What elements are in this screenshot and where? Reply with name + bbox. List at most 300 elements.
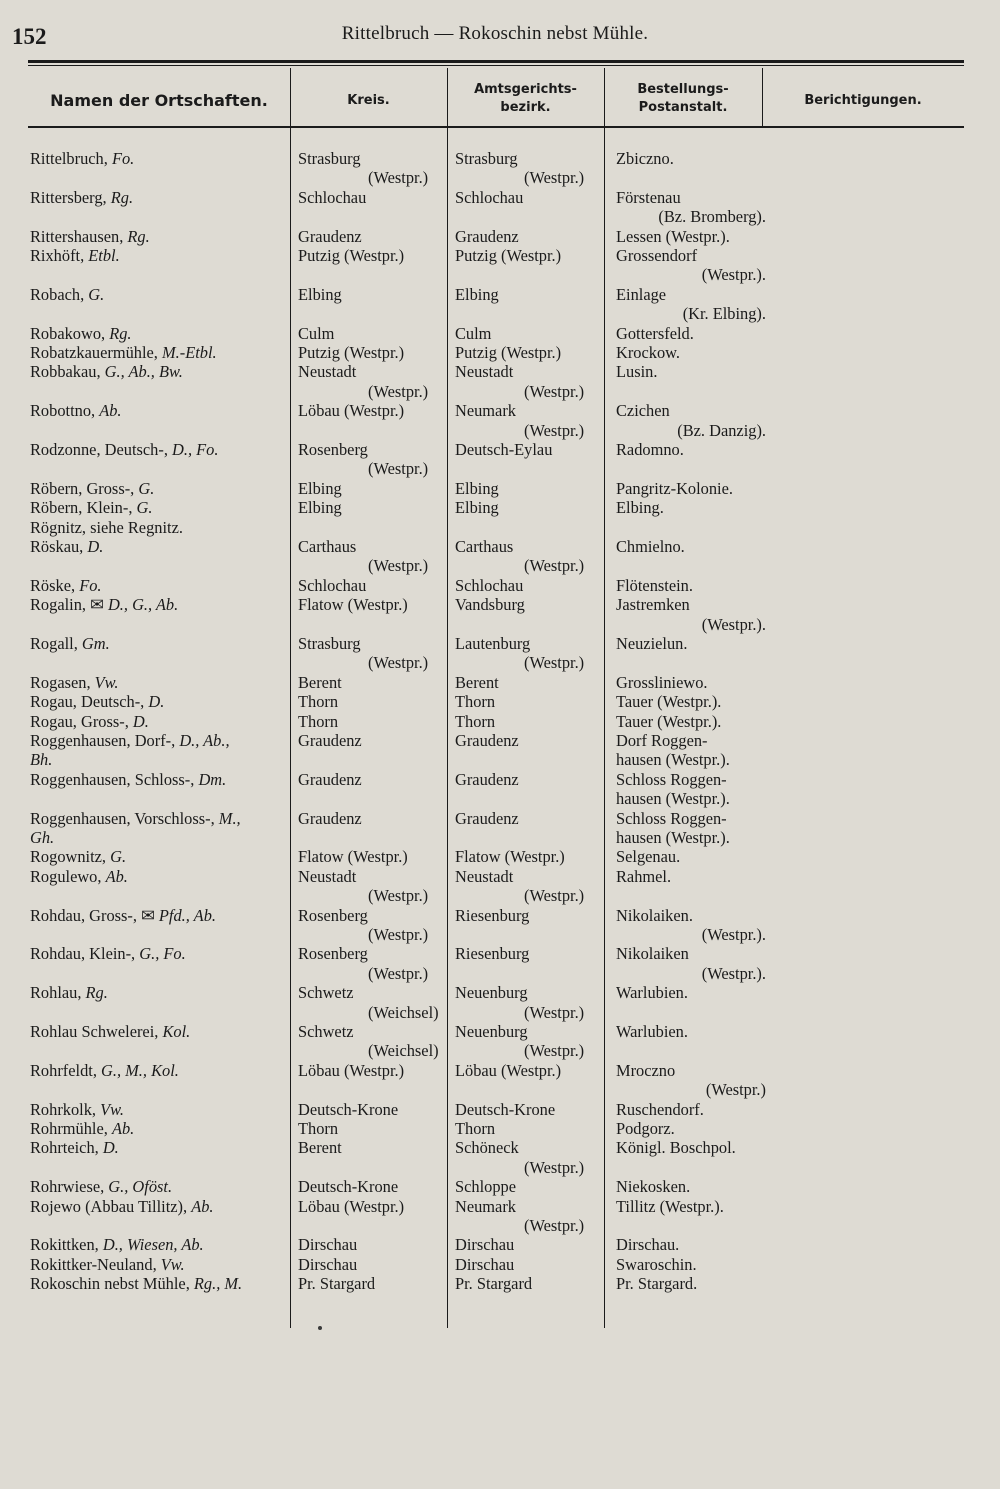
- postanstalt-cell: [616, 750, 730, 769]
- amtsgericht-cell: [455, 149, 518, 168]
- postanstalt-cell-text: Warlubien.: [616, 1022, 688, 1041]
- amtsgericht-cell-text: Löbau (Westpr.): [455, 1060, 562, 1080]
- place-name: [30, 1235, 204, 1254]
- kreis-cell: [298, 712, 338, 731]
- amtsgericht-cell: [455, 731, 519, 750]
- amtsgericht-cell: [455, 1061, 561, 1080]
- kreis-cell: [298, 576, 366, 595]
- amtsgericht-cell-text: (Westpr.): [524, 381, 585, 401]
- amtsgericht-cell-text: (Westpr.): [524, 420, 585, 440]
- postanstalt-cell: [702, 925, 766, 944]
- postanstalt-cell: [616, 1235, 679, 1254]
- kreis-cell-text: (Westpr.): [368, 459, 429, 479]
- postanstalt-cell: [616, 673, 708, 692]
- header-amts-line: bezirk.: [500, 100, 551, 115]
- kreis-cell-text: Löbau (Westpr.): [298, 1060, 405, 1080]
- type-abbreviation: Pfd., Ab.: [158, 905, 216, 925]
- kreis-cell: [298, 362, 356, 381]
- amtsgericht-cell-text: Graudenz: [455, 808, 519, 828]
- kreis-cell: [298, 324, 334, 343]
- type-abbreviation: Rg.: [110, 187, 134, 207]
- place-name-text: Rittershausen,: [30, 226, 128, 246]
- postanstalt-cell: [658, 207, 766, 226]
- header-postanstalt: [604, 81, 762, 117]
- kreis-cell: [368, 1003, 439, 1022]
- kreis-cell: [298, 479, 342, 498]
- postanstalt-cell: [616, 479, 733, 498]
- amtsgericht-cell-text: Berent: [455, 672, 499, 692]
- kreis-cell: [368, 1041, 439, 1060]
- postanstalt-cell: [616, 537, 685, 556]
- postanstalt-cell: [616, 324, 694, 343]
- place-name: [30, 828, 54, 847]
- amtsgericht-cell: [455, 1197, 516, 1216]
- type-abbreviation: D., Ab.,: [179, 731, 230, 750]
- amtsgericht-cell-text: (Westpr.): [524, 1041, 585, 1061]
- postanstalt-cell-text: Ruschendorf.: [616, 1099, 704, 1119]
- type-abbreviation: Dm.: [198, 769, 227, 789]
- amtsgericht-cell: [455, 847, 565, 866]
- place-name-text: Röbern, Klein-,: [30, 498, 137, 518]
- kreis-cell: [298, 227, 362, 246]
- place-name-text: Rokittken,: [30, 1235, 103, 1255]
- amtsgericht-cell: [455, 324, 491, 343]
- postanstalt-cell-text: Tauer (Westpr.).: [616, 711, 722, 731]
- kreis-cell-text: (Weichsel): [368, 1041, 439, 1061]
- kreis-cell: [298, 1235, 357, 1254]
- kreis-cell-text: Löbau (Westpr.): [298, 401, 405, 421]
- type-abbreviation: Kol.: [162, 1022, 191, 1041]
- place-name-text: Rohrwiese,: [30, 1177, 109, 1197]
- type-abbreviation: G.: [110, 847, 127, 867]
- kreis-cell: [298, 1255, 357, 1274]
- amtsgericht-cell-text: Elbing: [455, 284, 499, 304]
- amtsgericht-cell-text: Neuenburg: [455, 983, 528, 1003]
- header-post-line: Bestellungs-: [637, 82, 729, 97]
- amtsgericht-cell: [455, 537, 513, 556]
- postanstalt-cell-text: Grossliniewo.: [616, 672, 708, 692]
- kreis-cell: [368, 382, 428, 401]
- kreis-cell: [298, 809, 362, 828]
- amtsgericht-cell: [455, 634, 530, 653]
- postanstalt-cell-text: Neuzielun.: [616, 634, 688, 653]
- postanstalt-cell: [616, 828, 730, 847]
- kreis-cell: [298, 906, 368, 925]
- postanstalt-cell: [683, 304, 766, 323]
- postanstalt-cell-text: Nikolaiken.: [616, 905, 693, 925]
- amtsgericht-cell-text: Strasburg: [455, 149, 518, 168]
- place-name: [30, 595, 178, 614]
- kreis-cell: [298, 401, 404, 420]
- amtsgericht-cell: [455, 1177, 516, 1196]
- place-name: [30, 906, 216, 925]
- place-name: [30, 809, 241, 828]
- kreis-cell: [298, 1061, 404, 1080]
- type-abbreviation: D.: [148, 692, 165, 712]
- type-abbreviation: D.: [132, 711, 149, 731]
- amtsgericht-cell: [455, 1100, 555, 1119]
- postanstalt-cell: [616, 246, 697, 265]
- amtsgericht-cell: [455, 576, 523, 595]
- kreis-cell: [368, 556, 428, 575]
- amtsgericht-cell: [455, 1235, 514, 1254]
- amtsgericht-cell-text: Pr. Stargard: [455, 1274, 533, 1294]
- amtsgericht-cell: [524, 168, 584, 187]
- kreis-cell: [368, 168, 428, 187]
- type-abbreviation: Fo.: [79, 575, 102, 595]
- kreis-cell-text: Berent: [298, 1138, 342, 1158]
- postanstalt-cell: [616, 188, 681, 207]
- kreis-cell-text: Graudenz: [298, 808, 362, 828]
- type-abbreviation: D.: [102, 1138, 119, 1158]
- kreis-cell-text: Neustadt: [298, 866, 357, 886]
- postanstalt-cell-text: Flötenstein.: [616, 575, 693, 595]
- type-abbreviation: Ab.: [99, 401, 122, 421]
- place-name-text: Rohlau Schwelerei,: [30, 1022, 163, 1041]
- header-bottom-rule: [28, 126, 964, 128]
- postanstalt-cell-text: hausen (Westpr.).: [616, 828, 730, 847]
- amtsgericht-cell-text: Dirschau: [455, 1254, 515, 1274]
- place-name: [30, 576, 102, 595]
- amtsgericht-cell: [524, 1216, 584, 1235]
- kreis-cell: [298, 595, 408, 614]
- place-name: [30, 285, 104, 304]
- place-name-text: Robakowo,: [30, 323, 110, 343]
- postanstalt-cell-text: hausen (Westpr.).: [616, 750, 730, 770]
- place-name: [30, 498, 152, 517]
- postanstalt-cell: [616, 1177, 690, 1196]
- place-name: [30, 847, 126, 866]
- postanstalt-cell: [702, 615, 766, 634]
- amtsgericht-cell-text: Culm: [455, 323, 492, 343]
- kreis-cell: [298, 343, 404, 362]
- postanstalt-cell: [616, 498, 664, 517]
- place-name-text: Rogalin, ✉: [30, 595, 108, 615]
- postanstalt-cell-text: Krockow.: [616, 343, 681, 362]
- place-name: [30, 324, 132, 343]
- type-abbreviation: D., Wiesen, Ab.: [102, 1235, 204, 1255]
- type-abbreviation: Vw.: [100, 1099, 124, 1119]
- amtsgericht-cell-text: Thorn: [455, 1119, 496, 1138]
- postanstalt-cell-text: Dorf Roggen-: [616, 731, 708, 750]
- amtsgericht-cell: [524, 1158, 584, 1177]
- postanstalt-cell: [616, 343, 680, 362]
- kreis-cell-text: Berent: [298, 672, 342, 692]
- place-name-text: Röske,: [30, 575, 80, 595]
- postanstalt-cell: [616, 401, 670, 420]
- postanstalt-cell-text: Jastremken: [616, 595, 690, 615]
- postanstalt-cell-text: Chmielno.: [616, 537, 685, 556]
- postanstalt-cell-text: (Bz. Bromberg).: [658, 207, 766, 227]
- place-name: [30, 944, 186, 963]
- amtsgericht-cell-text: Neumark: [455, 1196, 516, 1216]
- amtsgericht-cell-text: Neustadt: [455, 362, 514, 382]
- kreis-cell: [368, 964, 428, 983]
- kreis-cell: [368, 653, 428, 672]
- amtsgericht-cell-text: Schlochau: [455, 187, 524, 207]
- postanstalt-cell-text: (Westpr.).: [701, 925, 766, 944]
- kreis-cell-text: Graudenz: [298, 226, 362, 246]
- type-abbreviation: Gh.: [30, 828, 55, 847]
- kreis-cell-text: Rosenberg: [298, 440, 368, 459]
- postanstalt-cell-text: (Westpr.).: [701, 614, 766, 634]
- amtsgericht-cell: [455, 227, 519, 246]
- amtsgericht-cell: [524, 421, 584, 440]
- kreis-cell-text: Putzig (Westpr.): [298, 246, 405, 265]
- amtsgericht-cell: [455, 770, 519, 789]
- amtsgericht-cell: [524, 382, 584, 401]
- amtsgericht-cell: [524, 556, 584, 575]
- type-abbreviation: G., Ab., Bw.: [104, 362, 183, 382]
- place-name-text: Rixhöft,: [30, 246, 89, 265]
- postanstalt-cell: [706, 1080, 766, 1099]
- amtsgericht-cell-text: Riesenburg: [455, 944, 530, 964]
- postanstalt-cell: [616, 576, 693, 595]
- place-name: [30, 479, 154, 498]
- type-abbreviation: Gm.: [81, 634, 110, 653]
- amtsgericht-cell-text: Graudenz: [455, 731, 519, 750]
- top-rule-thick: [28, 60, 964, 63]
- page-number: 152: [12, 24, 47, 49]
- type-abbreviation: Rg.: [85, 983, 108, 1003]
- postanstalt-cell-text: (Kr. Elbing).: [682, 304, 766, 324]
- kreis-cell-text: Flatow (Westpr.): [298, 847, 408, 867]
- place-name: [30, 634, 110, 653]
- postanstalt-cell: [616, 1022, 688, 1041]
- amtsgericht-cell: [455, 983, 528, 1002]
- type-abbreviation: G.: [138, 478, 155, 498]
- amtsgericht-cell: [455, 498, 499, 517]
- place-name-text: Rittersberg,: [30, 187, 111, 207]
- pencil-mark: [318, 1326, 322, 1330]
- type-abbreviation: D.: [87, 537, 104, 556]
- header-kreis: Kreis.: [347, 93, 390, 108]
- kreis-cell: [298, 673, 342, 692]
- place-name-text: Rogownitz,: [30, 847, 111, 867]
- place-name: [30, 1119, 134, 1138]
- place-name: [30, 1061, 179, 1080]
- kreis-cell: [298, 285, 342, 304]
- amtsgericht-cell: [455, 1119, 495, 1138]
- place-name: [30, 1274, 242, 1293]
- amtsgericht-cell-text: Deutsch-Eylau: [455, 440, 553, 459]
- amtsgericht-cell: [455, 188, 523, 207]
- place-name: [30, 1177, 172, 1196]
- postanstalt-cell: [616, 634, 687, 653]
- postanstalt-cell: [616, 692, 721, 711]
- header-amts-line: Amtsgerichts-: [474, 82, 577, 97]
- type-abbreviation: Rg.: [109, 323, 132, 343]
- kreis-cell-text: Elbing: [298, 478, 342, 498]
- place-name-text: Roggenhausen, Vorschloss-,: [30, 808, 219, 828]
- amtsgericht-cell: [455, 246, 561, 265]
- place-name-text: Rohrteich,: [30, 1138, 103, 1158]
- amtsgericht-cell-text: Riesenburg: [455, 905, 530, 925]
- kreis-cell: [298, 944, 368, 963]
- kreis-cell: [298, 440, 368, 459]
- amtsgericht-cell-text: Thorn: [455, 711, 496, 731]
- kreis-cell: [298, 983, 354, 1002]
- top-rule-thin: [28, 65, 964, 66]
- postanstalt-cell: [616, 227, 730, 246]
- amtsgericht-cell: [455, 343, 561, 362]
- postanstalt-cell: [616, 944, 689, 963]
- place-name-text: Rohdau, Klein-,: [30, 944, 140, 964]
- amtsgericht-cell-text: Neuenburg: [455, 1022, 528, 1041]
- postanstalt-cell-text: Pangritz-Kolonie.: [616, 478, 733, 498]
- postanstalt-cell: [616, 149, 674, 168]
- place-name-text: Robottno,: [30, 401, 100, 421]
- place-name: [30, 1197, 214, 1216]
- kreis-cell-text: Pr. Stargard: [298, 1274, 376, 1294]
- postanstalt-cell: [616, 1138, 736, 1157]
- amtsgericht-cell: [455, 1274, 532, 1293]
- kreis-cell-text: Schlochau: [298, 575, 367, 595]
- postanstalt-cell-text: Swaroschin.: [616, 1254, 697, 1274]
- kreis-cell: [298, 1197, 404, 1216]
- postanstalt-cell: [616, 1274, 697, 1293]
- amtsgericht-cell: [455, 1022, 528, 1041]
- postanstalt-cell: [677, 421, 766, 440]
- postanstalt-cell: [616, 285, 666, 304]
- kreis-cell: [298, 1119, 338, 1138]
- postanstalt-cell-text: Königl. Boschpol.: [616, 1138, 736, 1158]
- postanstalt-cell-text: Schloss Roggen-: [616, 808, 727, 828]
- postanstalt-cell-text: Mroczno: [616, 1060, 676, 1080]
- kreis-cell-text: Elbing: [298, 498, 342, 518]
- place-name-text: Roggenhausen, Dorf-,: [30, 731, 180, 750]
- place-name-text: Rohlau,: [30, 983, 86, 1003]
- postanstalt-cell-text: Pr. Stargard.: [616, 1274, 698, 1294]
- kreis-cell-text: Deutsch-Krone: [298, 1177, 399, 1197]
- postanstalt-cell: [616, 906, 693, 925]
- kreis-cell-text: Thorn: [298, 1119, 339, 1138]
- postanstalt-cell-text: hausen (Westpr.).: [616, 789, 730, 809]
- type-abbreviation: Ab.: [191, 1196, 214, 1216]
- place-name-text: Rokoschin nebst Mühle,: [30, 1274, 194, 1294]
- amtsgericht-cell: [524, 1003, 584, 1022]
- amtsgericht-cell: [455, 944, 529, 963]
- amtsgericht-cell-text: Carthaus: [455, 537, 514, 556]
- amtsgericht-cell-text: (Westpr.): [524, 1157, 585, 1177]
- kreis-cell-text: Rosenberg: [298, 944, 368, 964]
- kreis-cell-text: (Westpr.): [368, 963, 429, 983]
- type-abbreviation: Vw.: [94, 672, 119, 692]
- amtsgericht-cell-text: (Westpr.): [524, 556, 585, 576]
- place-name: [30, 673, 118, 692]
- amtsgericht-cell: [455, 712, 495, 731]
- kreis-cell: [298, 498, 342, 517]
- type-abbreviation: G.: [88, 284, 105, 304]
- place-name-text: Robach,: [30, 284, 89, 304]
- postanstalt-cell: [702, 265, 766, 284]
- amtsgericht-cell: [455, 440, 552, 459]
- header-amtsgerichtsbezirk: [447, 81, 604, 117]
- postanstalt-cell: [616, 1119, 675, 1138]
- kreis-cell: [298, 1274, 375, 1293]
- kreis-cell-text: Dirschau: [298, 1254, 358, 1274]
- postanstalt-cell-text: Dirschau.: [616, 1235, 680, 1255]
- kreis-cell: [298, 731, 362, 750]
- type-abbreviation: Rg., M.: [193, 1274, 243, 1294]
- amtsgericht-cell-text: Elbing: [455, 498, 499, 518]
- kreis-cell: [298, 537, 356, 556]
- kreis-cell-text: Elbing: [298, 284, 342, 304]
- place-name-text: Robatzkauermühle,: [30, 343, 162, 362]
- amtsgericht-cell-text: Graudenz: [455, 226, 519, 246]
- kreis-cell-text: Deutsch-Krone: [298, 1099, 399, 1119]
- postanstalt-cell-text: (Bz. Danzig).: [677, 420, 766, 440]
- kreis-cell-text: (Weichsel): [368, 1002, 439, 1022]
- amtsgericht-cell: [524, 653, 584, 672]
- place-name: [30, 518, 183, 537]
- amtsgericht-cell-text: Schöneck: [455, 1138, 519, 1158]
- place-name-text: Rogasen,: [30, 672, 95, 692]
- place-name-text: Rögnitz, siehe Regnitz.: [30, 517, 183, 537]
- kreis-cell-text: (Westpr.): [368, 381, 429, 401]
- postanstalt-cell-text: Radomno.: [616, 440, 684, 459]
- kreis-cell-text: Thorn: [298, 711, 339, 731]
- kreis-cell-text: Schwetz: [298, 983, 354, 1003]
- place-name: [30, 246, 120, 265]
- kreis-cell-text: Rosenberg: [298, 905, 368, 925]
- place-name: [30, 750, 52, 769]
- postanstalt-cell: [616, 362, 657, 381]
- type-abbreviation: D., G., Ab.: [107, 595, 179, 615]
- postanstalt-cell-text: Tauer (Westpr.).: [616, 692, 722, 712]
- kreis-cell: [298, 634, 361, 653]
- postanstalt-cell: [616, 731, 708, 750]
- amtsgericht-cell-text: Putzig (Westpr.): [455, 343, 562, 362]
- column-divider: [604, 68, 605, 1328]
- place-name-text: Rohdau, Gross-, ✉: [30, 905, 159, 925]
- amtsgericht-cell-text: Lautenburg: [455, 634, 531, 653]
- place-name-text: Roggenhausen, Schloss-,: [30, 769, 199, 789]
- kreis-cell-text: Carthaus: [298, 537, 357, 556]
- place-name: [30, 867, 128, 886]
- place-name-text: Rogall,: [30, 634, 82, 653]
- type-abbreviation: D., Fo.: [172, 440, 219, 459]
- amtsgericht-cell-text: Flatow (Westpr.): [455, 847, 565, 867]
- kreis-cell-text: Strasburg: [298, 149, 361, 168]
- place-name: [30, 343, 217, 362]
- postanstalt-cell-text: Lusin.: [616, 362, 658, 382]
- amtsgericht-cell: [455, 1138, 519, 1157]
- amtsgericht-cell: [455, 673, 499, 692]
- postanstalt-cell: [616, 809, 727, 828]
- kreis-cell-text: (Westpr.): [368, 653, 429, 673]
- postanstalt-cell: [616, 847, 680, 866]
- postanstalt-cell-text: Czichen: [616, 401, 670, 421]
- amtsgericht-cell: [455, 692, 495, 711]
- type-abbreviation: Fo.: [111, 149, 135, 168]
- kreis-cell: [298, 847, 408, 866]
- postanstalt-cell: [616, 440, 684, 459]
- place-name-text: Röskau,: [30, 537, 88, 556]
- kreis-cell-text: Graudenz: [298, 731, 362, 750]
- amtsgericht-cell: [455, 906, 529, 925]
- postanstalt-cell: [616, 1255, 697, 1274]
- postanstalt-cell: [616, 789, 730, 808]
- postanstalt-cell: [616, 595, 690, 614]
- postanstalt-cell-text: (Westpr.).: [701, 963, 766, 983]
- place-name: [30, 227, 150, 246]
- kreis-cell: [298, 149, 361, 168]
- kreis-cell-text: Neustadt: [298, 362, 357, 382]
- place-name: [30, 692, 164, 711]
- postanstalt-cell: [616, 867, 671, 886]
- kreis-cell: [298, 867, 356, 886]
